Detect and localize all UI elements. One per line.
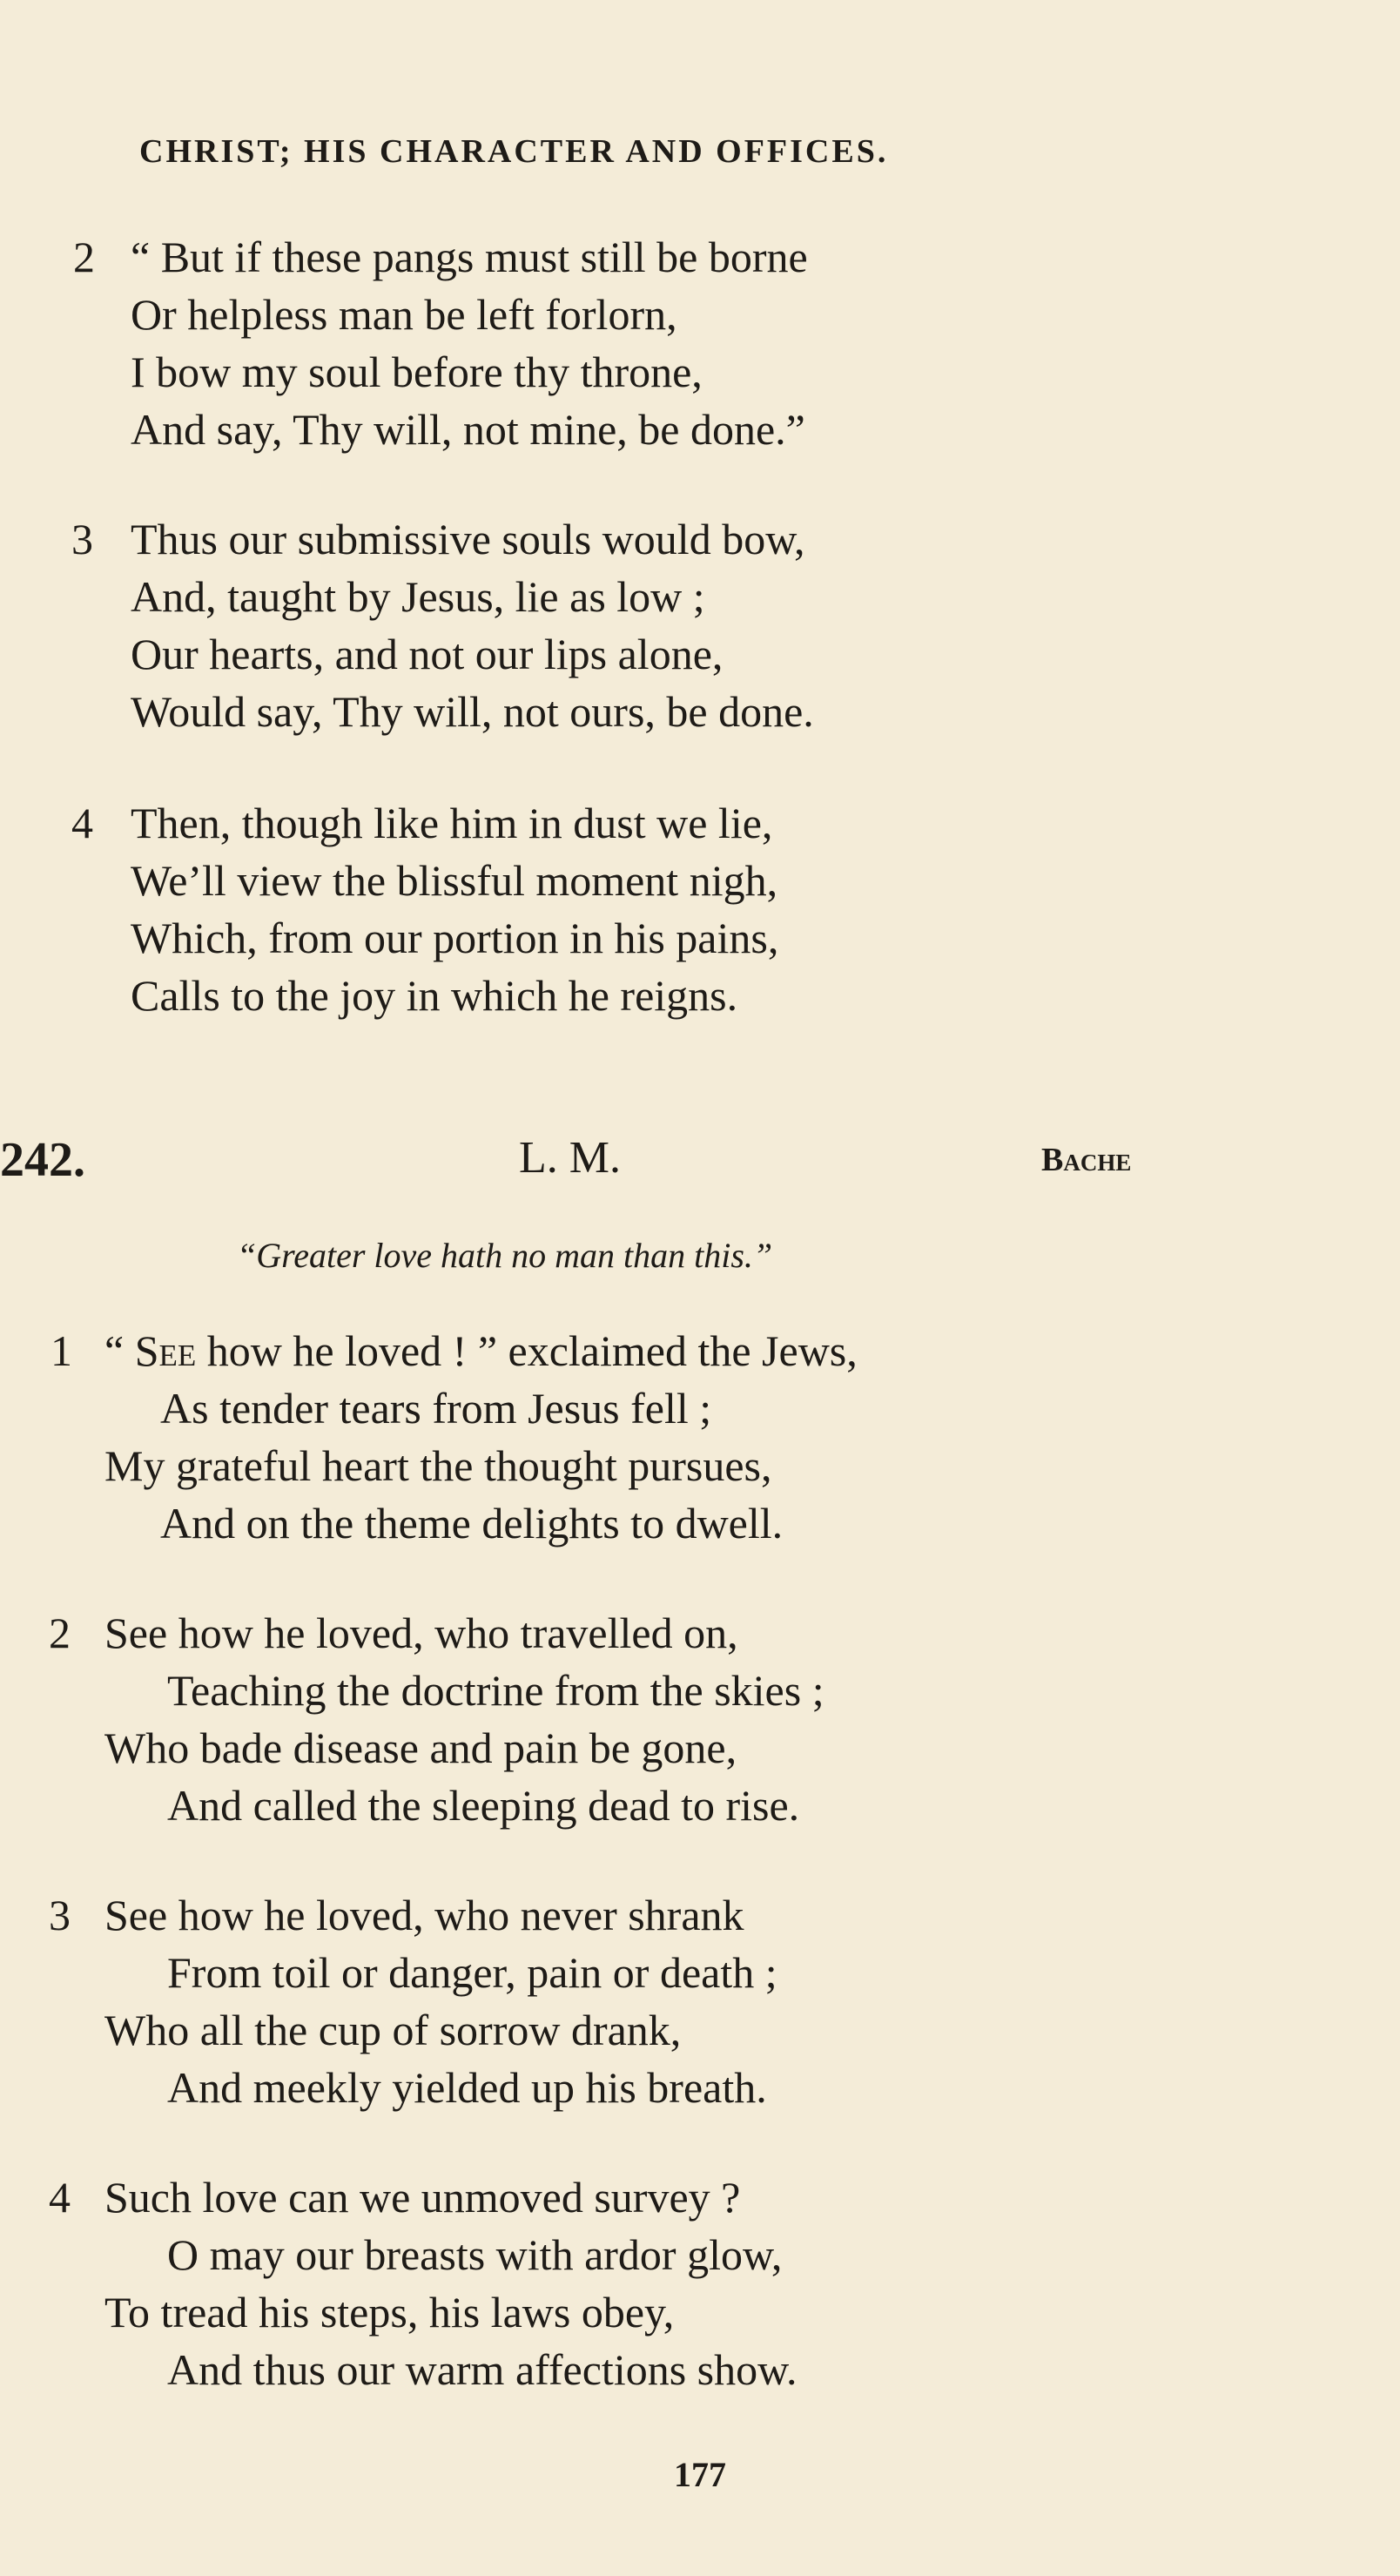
verse-line: O may our breasts with ardor glow, xyxy=(167,2230,783,2279)
stanza-number: 2 xyxy=(73,233,95,281)
stanza-number: 2 xyxy=(49,1608,71,1657)
verse-line: See how he loved, who never shrank xyxy=(104,1891,744,1939)
stanza xyxy=(73,228,808,458)
stanza xyxy=(49,2168,798,2398)
verse-line: Or helpless man be left forlorn, xyxy=(131,290,677,339)
verse-line: See how he loved, who travelled on, xyxy=(104,1608,738,1657)
verse-line: Teaching the doctrine from the skies ; xyxy=(167,1666,825,1715)
verse-line: And, taught by Jesus, lie as low ; xyxy=(131,572,705,621)
hymn-number: 242. xyxy=(0,1133,85,1187)
verse-line xyxy=(104,1322,858,1379)
verse-line: Which, from our portion in his pains, xyxy=(131,914,779,962)
verse-line: To tread his steps, his laws obey, xyxy=(104,2288,675,2337)
stanza-number: 3 xyxy=(71,515,93,563)
verse-line: Our hearts, and not our lips alone, xyxy=(131,630,724,678)
hymn-heading xyxy=(0,1132,1400,1193)
stanza-number: 3 xyxy=(49,1891,71,1939)
verse-line: Who bade disease and pain be gone, xyxy=(104,1723,737,1772)
stanza xyxy=(49,1604,825,1834)
verse-line: And on the theme delights to dwell. xyxy=(160,1499,784,1548)
stanza-number: 4 xyxy=(49,2173,71,2222)
verse-line: We’ll view the blissful moment nigh, xyxy=(131,856,778,905)
stanza-number: 4 xyxy=(71,799,93,847)
stanza xyxy=(50,1322,858,1552)
stanza-number: 1 xyxy=(50,1326,72,1375)
first-line-rest: how he loved ! ” exclaimed the Jews, xyxy=(196,1326,858,1375)
verse-line: I bow my soul before thy throne, xyxy=(131,347,703,396)
first-word: See xyxy=(134,1326,197,1375)
hymn-tune: Bache xyxy=(1041,1142,1132,1178)
verse-line: From toil or danger, pain or death ; xyxy=(167,1948,777,1997)
verse-line: “ But if these pangs must still be borne xyxy=(131,233,808,281)
verse-line: Thus our submissive souls would bow, xyxy=(131,515,805,563)
verse-line: Who all the cup of sorrow drank, xyxy=(104,2006,682,2054)
stanza xyxy=(49,1886,777,2116)
verse-line: And meekly yielded up his breath. xyxy=(167,2063,767,2112)
running-header: CHRIST; HIS CHARACTER AND OFFICES. xyxy=(139,133,889,170)
verse-line: My grateful heart the thought pursues, xyxy=(104,1441,772,1490)
verse-line: And thus our warm affections show. xyxy=(167,2345,798,2394)
epigraph: “Greater love hath no man than this.” xyxy=(237,1236,773,1275)
verse-line: Calls to the joy in which he reigns. xyxy=(131,971,738,1020)
stanza xyxy=(71,794,779,1024)
verse-line: And called the sleeping dead to rise. xyxy=(167,1781,800,1830)
verse-line: Such love can we unmoved survey ? xyxy=(104,2173,741,2222)
verse-line: As tender tears from Jesus fell ; xyxy=(160,1384,712,1433)
verse-line: And say, Thy will, not mine, be done.” xyxy=(131,405,805,454)
hymn-meter: L. M. xyxy=(519,1133,621,1183)
stanza xyxy=(71,510,814,740)
verse-line: Then, though like him in dust we lie, xyxy=(131,799,773,847)
opening-quote: “ xyxy=(104,1326,135,1375)
page-number: 177 xyxy=(674,2455,726,2494)
verse-line: Would say, Thy will, not ours, be done. xyxy=(131,687,814,736)
